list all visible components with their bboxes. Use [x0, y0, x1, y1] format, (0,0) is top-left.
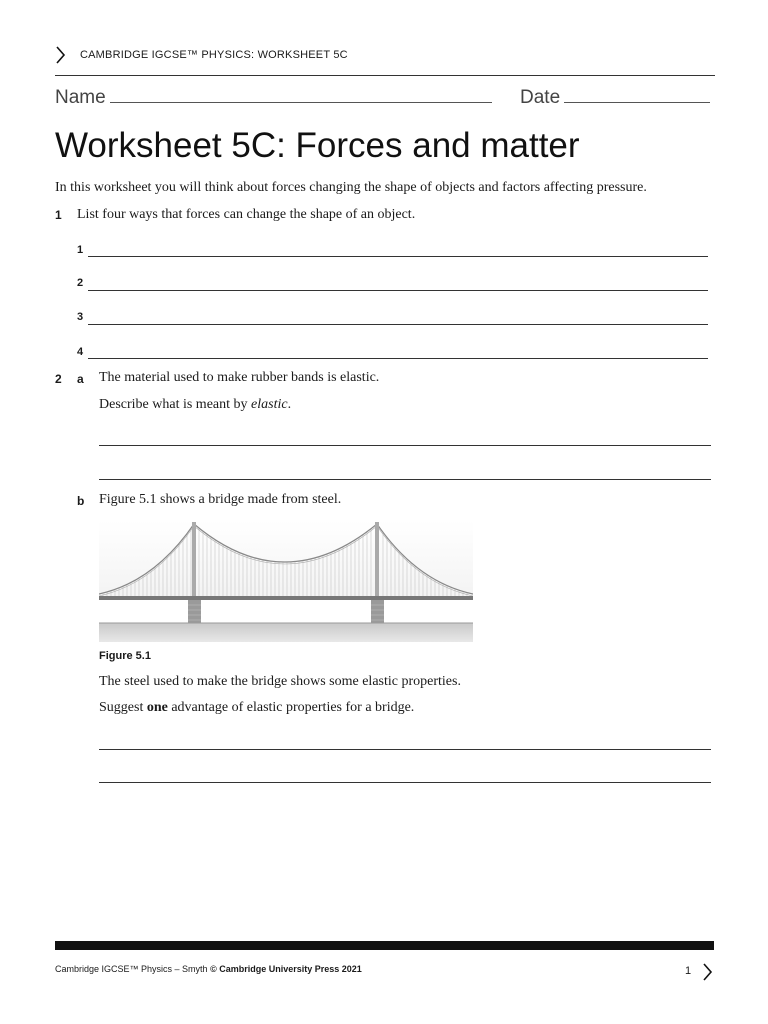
answer-2b-line-2[interactable]: [99, 782, 711, 783]
date-line[interactable]: [564, 86, 710, 103]
prompt-2a-italic: elastic: [251, 397, 288, 412]
header-rule: [55, 75, 715, 76]
answer-2-line[interactable]: [88, 290, 708, 291]
prompt-2b-start: Suggest: [99, 700, 147, 715]
question-2a-label: a: [77, 372, 84, 386]
question-2a-prompt: [99, 397, 291, 413]
answer-2a-line-2[interactable]: [99, 479, 711, 480]
page-title: Worksheet 5C: Forces and matter: [55, 126, 580, 165]
question-2b-label: b: [77, 494, 85, 508]
answer-2-number: 2: [77, 277, 84, 289]
answer-3-number: 3: [77, 311, 84, 323]
question-2b-statement: The steel used to make the bridge shows some elastic properties.: [99, 674, 461, 689]
answer-4-number: 4: [77, 346, 84, 358]
figure-caption: Figure 5.1: [99, 650, 151, 662]
question-1-text: List four ways that forces can change the shape of an object.: [77, 207, 416, 222]
answer-3-line[interactable]: [88, 324, 708, 325]
answer-1-line[interactable]: [88, 256, 708, 257]
name-field[interactable]: [55, 86, 492, 109]
footer-copyright: © Cambridge University Press 2021: [210, 964, 362, 974]
answer-4-line[interactable]: [88, 358, 708, 359]
chevron-right-icon: [54, 45, 68, 65]
question-1-number: 1: [55, 208, 62, 222]
prompt-2a-start: Describe what is meant by: [99, 397, 252, 412]
answer-2b-line-1[interactable]: [99, 749, 711, 750]
intro-text: In this worksheet you will think about forces changing the shape of objects and factors affecting pressure.: [55, 180, 647, 195]
date-label: Date: [520, 87, 561, 108]
answer-2a-line-1[interactable]: [99, 445, 711, 446]
footer-text-prefix: Cambridge IGCSE™ Physics – Smyth: [55, 964, 211, 974]
answer-1-number: 1: [77, 244, 84, 256]
question-2-number: 2: [55, 372, 62, 386]
name-label: Name: [55, 87, 106, 108]
chevron-right-icon[interactable]: [702, 962, 714, 982]
question-2b-text: Figure 5.1 shows a bridge made from steel.: [99, 492, 342, 507]
date-field[interactable]: [520, 86, 710, 109]
bridge-figure: [99, 520, 473, 642]
prompt-2b-end: advantage of elastic properties for a bridge.: [167, 700, 415, 715]
prompt-2b-bold: one: [146, 700, 168, 715]
footer-text: [55, 964, 362, 974]
name-line[interactable]: [110, 86, 492, 103]
footer-bar: [55, 941, 714, 950]
question-2a-text: The material used to make rubber bands is elastic.: [99, 370, 380, 385]
prompt-2a-end: .: [287, 397, 292, 412]
header-title: CAMBRIDGE IGCSE™ PHYSICS: WORKSHEET 5C: [80, 49, 348, 61]
page-number: 1: [685, 965, 692, 977]
question-2b-prompt: [99, 700, 414, 716]
